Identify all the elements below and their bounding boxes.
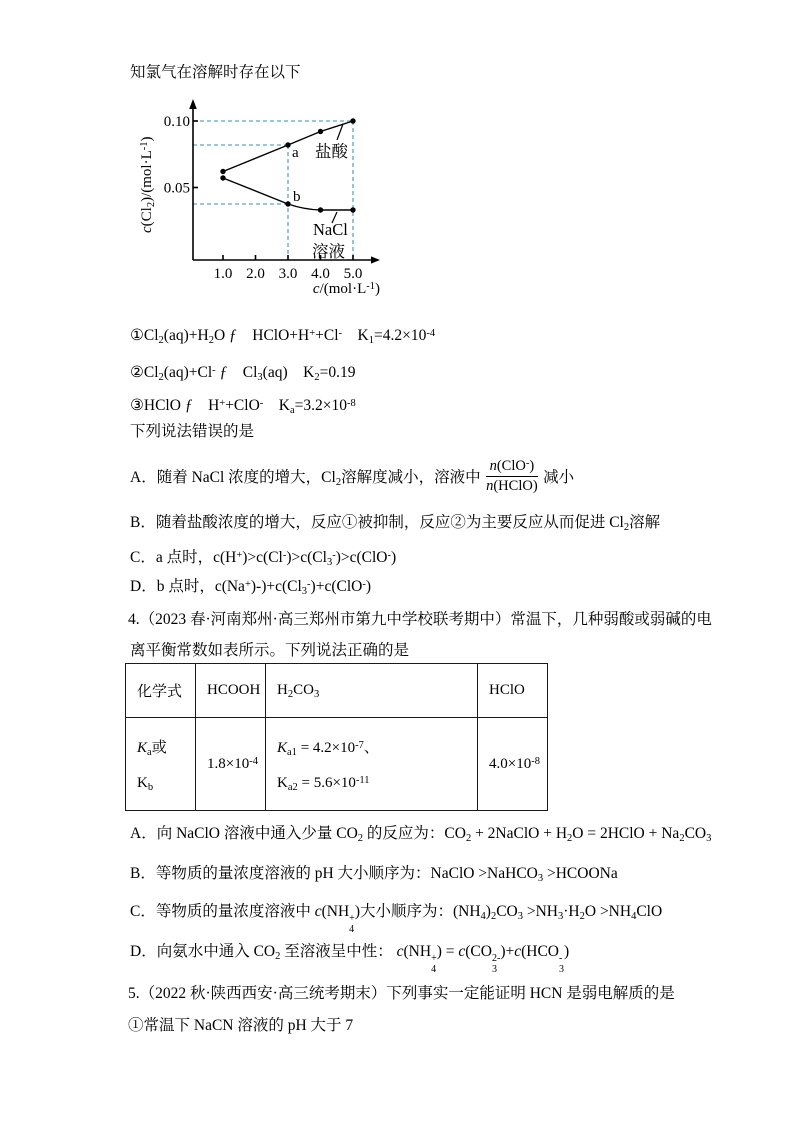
point-b-label: b: [293, 189, 301, 205]
y-axis-arrow-icon: [189, 99, 197, 109]
cell-hclo-value: $4.0\times 10^{-8}$: [478, 718, 548, 811]
q4-option-c: C．等物质的量浓度溶液中 c(NH + 4 )大小顺序为：$(NH_4)_2CO_3 >NH_3\cdot H_2O >NH_4ClO$: [130, 903, 663, 935]
solubility-chart: [128, 98, 390, 312]
x-tick-2: 2.0: [246, 266, 265, 282]
q3-option-b: B．随着盐酸浓度的增大，反应①被抑制，反应②为主要反应从而促进 $Cl_2$溶解: [130, 514, 661, 533]
q3-option-a-prefix: A．随着 NaCl 浓度的增大，$Cl_2$溶解度减小，溶液中: [130, 468, 481, 488]
cell-h2co3-line2: $K_{a2} = 5.6\times 10^{-11}$: [277, 774, 370, 793]
hcl-series-label: 盐酸: [315, 142, 348, 161]
header-hclo: HClO: [478, 664, 548, 718]
x-tick-5: 5.0: [343, 266, 363, 282]
point-a-label: a: [292, 145, 299, 161]
q3-option-a-suffix: 减小: [543, 469, 575, 486]
q5-item-1: ①常温下 NaCN 溶液的 pH 大于 7: [128, 1017, 354, 1034]
x-axis-arrow-icon: [371, 256, 380, 263]
q4-stem-line1: 4.（2023 春·河南郑州·高三郑州市第九中学校联考期中）常温下，几种弱酸或弱碱的电: [128, 611, 712, 628]
x-tick-1: 1.0: [213, 266, 233, 282]
intro-line: 知氯气在溶解时存在以下: [130, 64, 301, 81]
q4-stem-line2: 离平衡常数如表所示。下列说法正确的是: [130, 642, 410, 659]
equation-2: $②Cl_2(aq)+Cl^-$ ƒ $Cl_3(aq)$ $K_2=0.19$: [130, 364, 356, 383]
cell-h2co3-line1: $K_{a1} = 4.2\times 10^{-7}$、: [277, 739, 379, 758]
table-header-row: [126, 664, 548, 718]
q4-option-a: A．向 NaClO 溶液中通入少量 $CO_2$ 的反应为：$CO_2$ + 2NaClO + $H_2O$ = 2HClO + $Na_2CO_3$: [130, 825, 712, 844]
equation-1: $①Cl_2(aq)+H_2O$ ƒ HClO+H++Cl- $K_1=4.2\times 10^{-4}$: [130, 327, 436, 346]
q5-stem: 5.（2022 秋·陕西西安·高三统考期末）下列事实一定能证明 HCN 是弱电解质的是: [128, 985, 675, 1002]
cell-ka-kb: [126, 718, 196, 811]
q4-option-d: D．向氨水中通入 $CO_2$ 至溶液呈中性： c(NH + 4 ) = c(CO 2- 3 )+c(HCO - 3 ): [130, 943, 570, 975]
solubility-chart-svg: [128, 98, 390, 312]
x-tick-4: 4.0: [311, 266, 330, 282]
q4-option-b: B．等物质的量浓度溶液的 pH 大小顺序为：NaClO >NaHCO$_3$ >HCOONa: [130, 865, 618, 884]
q3-option-a-fraction: [486, 458, 539, 495]
header-hcooh: HCOOH: [196, 664, 266, 718]
nacl-series-label-2: 溶液: [312, 242, 345, 261]
nacl-series-label-1: NaCl: [313, 220, 348, 239]
q3-prompt: 下列说法错误的是: [130, 423, 255, 440]
header-h2co3: $H_2CO_3$: [266, 664, 478, 718]
cell-ka-kb-line1: $K_a$或: [137, 739, 167, 758]
fraction-denominator: n(HClO): [486, 477, 538, 494]
y-tick-010: 0.10: [163, 114, 190, 130]
cell-h2co3-values: [266, 718, 478, 811]
x-tick-3: 3.0: [278, 266, 298, 282]
table-data-row: [126, 718, 548, 811]
cell-hcooh-value: $1.8\times 10^{-4}$: [196, 718, 266, 811]
q3-option-a: [130, 452, 574, 500]
y-tick-005: 0.05: [163, 180, 190, 197]
data-points: [220, 118, 355, 212]
equation-3: ③HClO ƒ H++ClO- $K_a=3.2\times 10^{-8}$: [130, 397, 356, 416]
cell-ka-kb-line2: $K_b$: [137, 774, 154, 793]
x-axis-label: $c/(mol\cdot L^{-1})$: [312, 281, 380, 297]
y-axis-label: $c(Cl_2)/(mol\cdot L^{-1})$: [139, 136, 157, 233]
q3-option-d: D．b 点时，$c(Na^+)-)+c(Cl_3^-)+c(ClO^-)$: [130, 578, 372, 597]
fraction-numerator: n(ClO-): [486, 458, 539, 477]
constants-table: [125, 663, 548, 811]
header-formula: 化学式: [126, 664, 196, 718]
q3-option-c: C．a 点时，$c(H^+)>c(Cl^-)>c(Cl_3^-)>c(ClO^-)$: [130, 549, 397, 568]
